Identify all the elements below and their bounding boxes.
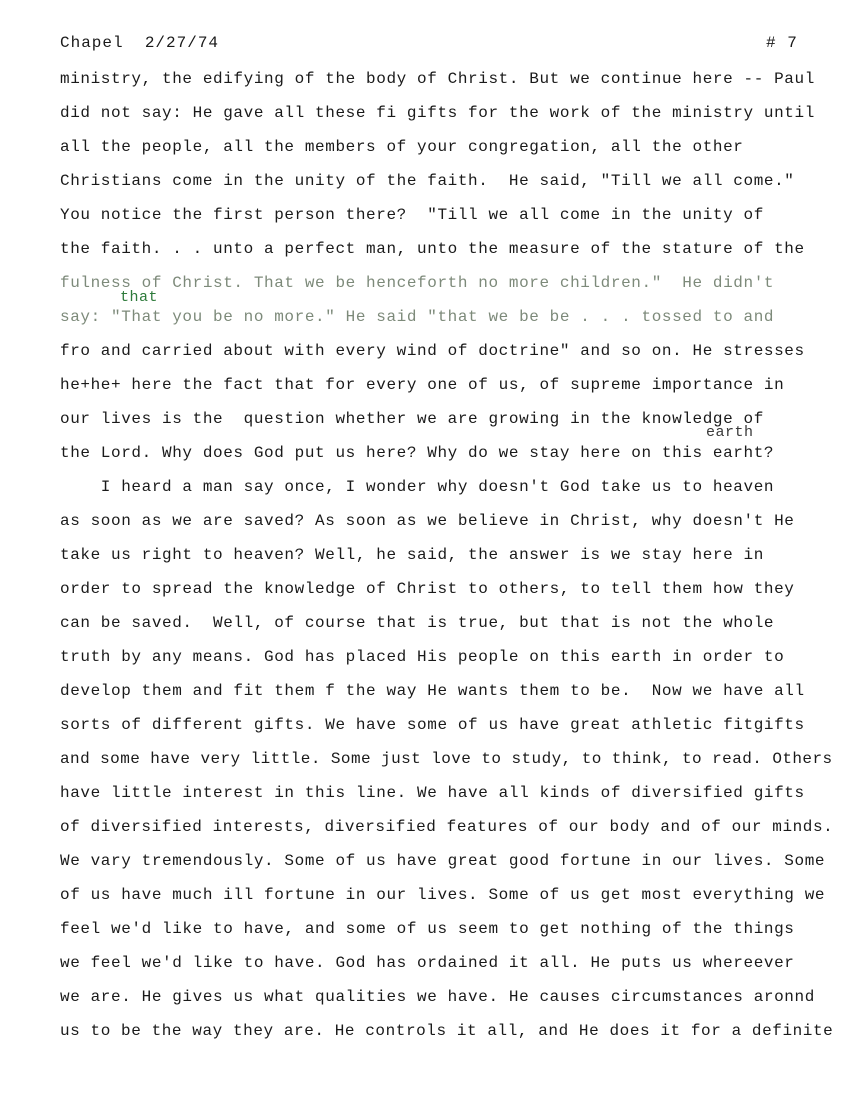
text-line-6: the faith. . . unto a perfect man, unto the measure of the stature of the [60, 240, 805, 258]
inserted-word-earth: earth [706, 424, 754, 441]
text-line-15: take us right to heaven? Well, he said, the answer is we stay here in [60, 546, 764, 564]
text-line-29: us to be the way they are. He controls it all, and He does it for a definite [60, 1022, 834, 1040]
text-line-28: we are. He gives us what qualities we have. He causes circumstances aronnd [60, 988, 815, 1006]
text-line-27: we feel we'd like to have. God has ordained it all. He puts us whereever [60, 954, 795, 972]
text-line-12: the Lord. Why does God put us here? Why do we stay here on this earht? [60, 444, 775, 462]
text-line-17: can be saved. Well, of course that is true, but that is not the whole [60, 614, 775, 632]
text-line-16: order to spread the knowledge of Christ to others, to tell them how they [60, 580, 795, 598]
page-header-date: Chapel 2/27/74 [60, 34, 220, 52]
text-line-24: We vary tremendously. Some of us have great good fortune in our lives. Some [60, 852, 826, 870]
text-line-13: I heard a man say once, I wonder why doesn't God take us to heaven [60, 478, 775, 496]
page-number: # 7 [766, 34, 798, 52]
text-line-18: truth by any means. God has placed His people on this earth in order to [60, 648, 785, 666]
text-line-4: Christians come in the unity of the faith. He said, "Till we all come." [60, 172, 795, 190]
text-line-2: did not say: He gave all these fi gifts for the work of the ministry until [60, 104, 815, 122]
text-line-7: fulness of Christ. That we be henceforth no more children." He didn't [60, 274, 775, 292]
text-line-19: develop them and fit them f the way He wants them to be. Now we have all [60, 682, 805, 700]
text-line-25: of us have much ill fortune in our lives. Some of us get most everything we [60, 886, 826, 904]
text-line-9: fro and carried about with every wind of doctrine" and so on. He stresses [60, 342, 805, 360]
text-line-5: You notice the first person there? "Till we all come in the unity of [60, 206, 764, 224]
text-line-14: as soon as we are saved? As soon as we believe in Christ, why doesn't He [60, 512, 795, 530]
text-line-22: have little interest in this line. We have all kinds of diversified gifts [60, 784, 805, 802]
text-line-23: of diversified interests, diversified features of our body and of our minds. [60, 818, 834, 836]
text-line-26: feel we'd like to have, and some of us seem to get nothing of the things [60, 920, 795, 938]
text-line-21: and some have very little. Some just love to study, to think, to read. Others [60, 750, 833, 768]
inserted-word-that: that [120, 289, 159, 306]
text-line-1: ministry, the edifying of the body of Christ. But we continue here -- Paul [60, 70, 815, 88]
text-line-3: all the people, all the members of your congregation, all the other [60, 138, 744, 156]
text-line-20: sorts of different gifts. We have some of us have great athletic fitgifts [60, 716, 805, 734]
text-line-10: he+he+ here the fact that for every one of us, of supreme importance in [60, 376, 785, 394]
text-line-11: our lives is the question whether we are growing in the knowledge of [60, 410, 764, 428]
text-line-8: say: "That you be no more." He said "that we be be . . . tossed to and [60, 308, 775, 326]
